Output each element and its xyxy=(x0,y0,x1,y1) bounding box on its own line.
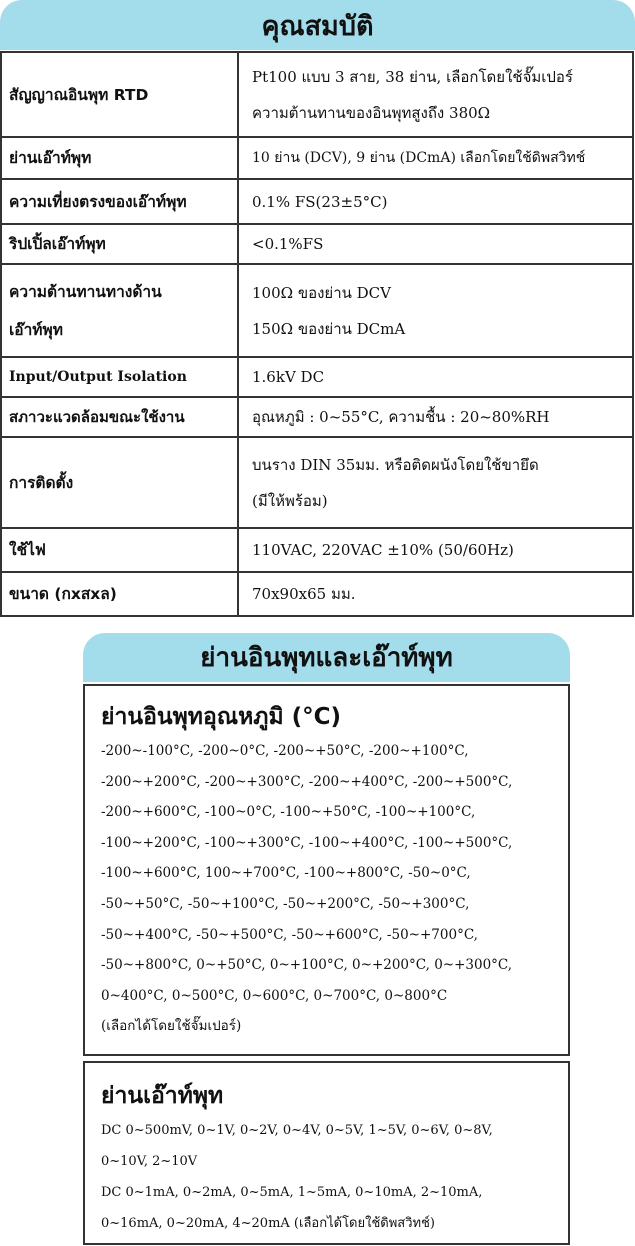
table-row xyxy=(1,224,633,264)
spec-value xyxy=(238,179,633,224)
spec-value xyxy=(238,52,633,137)
output-range-title: ย่านเอ๊าท์พุท xyxy=(101,1083,224,1109)
spec-value xyxy=(238,528,633,572)
spec-label-text: ย่านเอ๊าท์พุท xyxy=(9,149,92,167)
table-row xyxy=(1,437,633,528)
spec-label-text: เอ๊าท์พุท xyxy=(9,320,63,339)
spec-label-text: ใช้ไฟ xyxy=(9,541,46,559)
output-range-box xyxy=(83,1061,570,1245)
input-range-line: 0~400°C, 0~500°C, 0~600°C, 0~700°C, 0~800°C xyxy=(101,987,448,1004)
spec-label-text: การติดตั้ง xyxy=(9,473,74,492)
table-row xyxy=(1,264,633,357)
output-range-line: 0~10V, 2~10V xyxy=(101,1154,198,1169)
spec-label xyxy=(1,397,238,437)
spec-label-text: สัญญาณอินพุท RTD xyxy=(9,85,149,104)
spec-value xyxy=(238,137,633,179)
table-row xyxy=(1,137,633,179)
spec-value-text: 150Ω ของย่าน DCmA xyxy=(252,319,406,338)
output-range-line: 0~16mA, 0~20mA, 4~20mA (เลือกได้โดยใช้ดิพสวิทช์) xyxy=(101,1216,435,1231)
spec-label-text: สภาวะแวดล้อมขณะใช้งาน xyxy=(9,408,185,426)
input-range-line: -50~+400°C, -50~+500°C, -50~+600°C, -50~+700°C, xyxy=(101,926,478,943)
input-range-note: (เลือกได้โดยใช้จั๊มเปอร์) xyxy=(101,1018,242,1035)
spec-value xyxy=(238,437,633,528)
spec-value-text: อุณหภูมิ : 0~55°C, ความชื้น : 20~80%RH xyxy=(252,408,550,426)
spec-label-text: ริปเปิ้ลเอ๊าท์พุท xyxy=(9,235,106,253)
spec-value-text: 110VAC, 220VAC ±10% (50/60Hz) xyxy=(252,541,514,559)
spec-label xyxy=(1,179,238,224)
input-range-line: -200~+200°C, -200~+300°C, -200~+400°C, -200~+500°C, xyxy=(101,773,513,790)
spec-value xyxy=(238,224,633,264)
spec-label xyxy=(1,224,238,264)
spec-value xyxy=(238,397,633,437)
input-range-line: -200~-100°C, -200~0°C, -200~+50°C, -200~+100°C, xyxy=(101,743,469,759)
table-row xyxy=(1,52,633,137)
output-range-line: DC 0~500mV, 0~1V, 0~2V, 0~4V, 0~5V, 1~5V, 0~6V, 0~8V, xyxy=(101,1123,493,1138)
spec-value-text: 1.6kV DC xyxy=(252,368,325,386)
table-row xyxy=(1,179,633,224)
spec-label-text: ความต้านทานทางด้าน xyxy=(9,282,162,301)
spec-value-text: 0.1% FS(23±5°C) xyxy=(252,192,388,211)
spec-label xyxy=(1,528,238,572)
spec-value-text: 100Ω ของย่าน DCV xyxy=(252,283,391,302)
specs-table xyxy=(0,51,634,617)
spec-label xyxy=(1,264,238,357)
spec-value-text: Pt100 แบบ 3 สาย, 38 ย่าน, เลือกโดยใช้จั๊มเปอร์ xyxy=(252,67,573,86)
table-row xyxy=(1,397,633,437)
spec-value xyxy=(238,264,633,357)
ranges-section-title: ย่านอินพุทและเอ๊าท์พุท xyxy=(83,633,570,682)
spec-label xyxy=(1,52,238,137)
output-range-line: DC 0~1mA, 0~2mA, 0~5mA, 1~5mA, 0~10mA, 2~10mA, xyxy=(101,1185,483,1200)
spec-label xyxy=(1,357,238,397)
spec-value-text: <0.1%FS xyxy=(252,235,324,253)
spec-value-text: บนราง DIN 35มม. หรือติดผนังโดยใช้ขายึด xyxy=(252,455,539,474)
spec-label-text: ความเที่ยงตรงของเอ๊าท์พุท xyxy=(9,192,187,211)
input-range-box xyxy=(83,684,570,1056)
spec-value xyxy=(238,572,633,616)
input-range-line: -50~+800°C, 0~+50°C, 0~+100°C, 0~+200°C, 0~+300°C, xyxy=(101,957,513,974)
spec-label xyxy=(1,437,238,528)
spec-value-text: (มีให้พร้อม) xyxy=(252,491,328,510)
specs-section-title: คุณสมบัติ xyxy=(0,0,635,50)
table-row xyxy=(1,572,633,616)
spec-value-text: ความต้านทานของอินพุทสูงถึง 380Ω xyxy=(252,103,491,122)
spec-label xyxy=(1,137,238,179)
spec-label-text: ขนาด (กxสxล) xyxy=(9,585,117,603)
input-range-line: -100~+200°C, -100~+300°C, -100~+400°C, -100~+500°C, xyxy=(101,834,513,851)
spec-value-text: 10 ย่าน (DCV), 9 ย่าน (DCmA) เลือกโดยใช้ดิพสวิทช์ xyxy=(252,150,586,166)
spec-value-text: 70x90x65 มม. xyxy=(252,585,356,603)
input-range-line: -200~+600°C, -100~0°C, -100~+50°C, -100~+100°C, xyxy=(101,804,476,821)
input-range-line: -100~+600°C, 100~+700°C, -100~+800°C, -50~0°C, xyxy=(101,865,471,882)
spec-value xyxy=(238,357,633,397)
spec-label xyxy=(1,572,238,616)
table-row xyxy=(1,357,633,397)
spec-label-text: Input/Output Isolation xyxy=(9,369,187,385)
input-range-title: ย่านอินพุทอุณหภูมิ (°C) xyxy=(101,704,342,730)
table-row xyxy=(1,528,633,572)
input-range-line: -50~+50°C, -50~+100°C, -50~+200°C, -50~+300°C, xyxy=(101,895,470,912)
